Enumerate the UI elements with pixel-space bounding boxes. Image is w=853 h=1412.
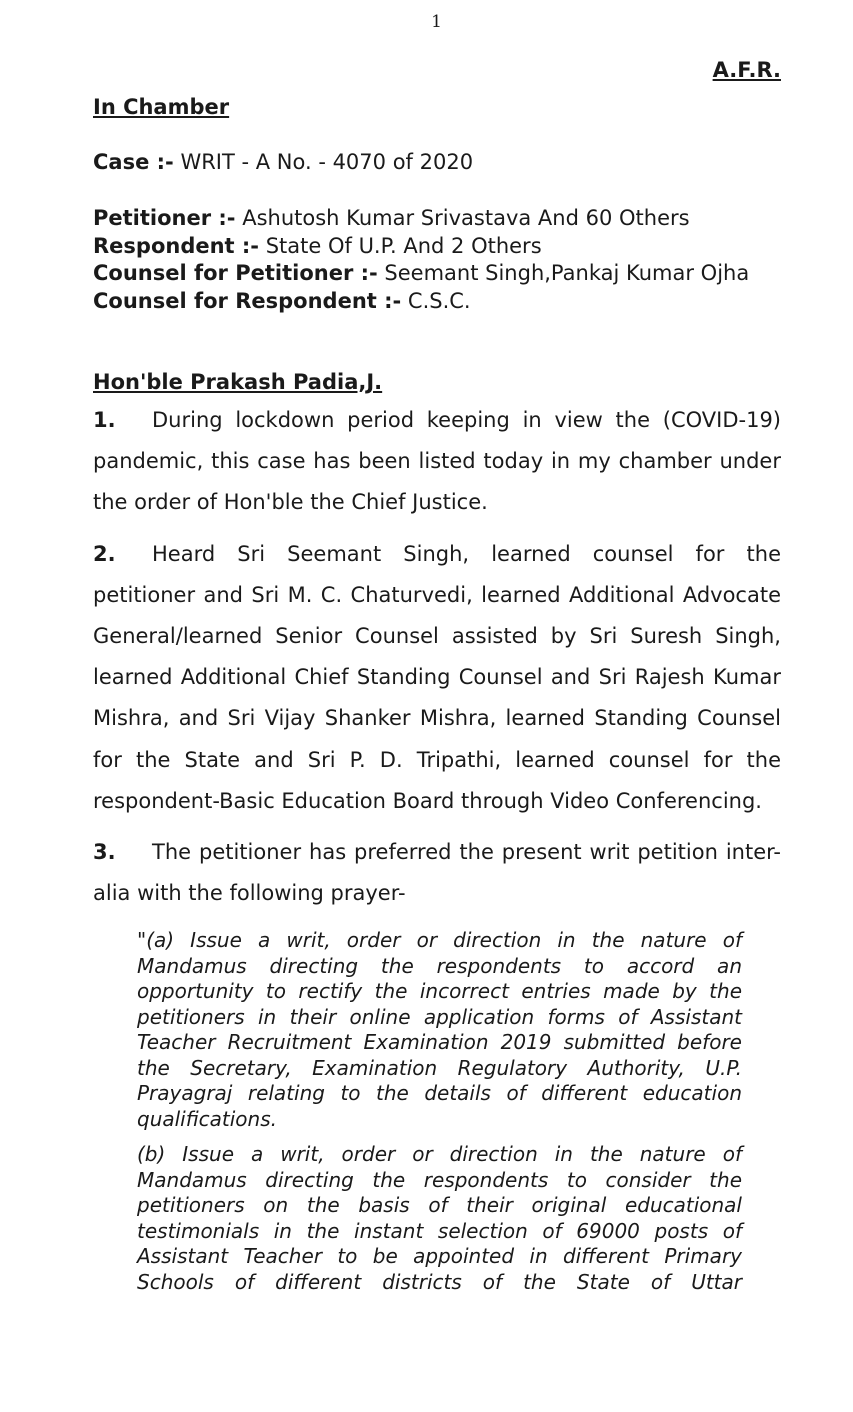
counsel-respondent-label: Counsel for Respondent :- (93, 288, 402, 313)
paragraph-3 (93, 832, 781, 914)
prayer-quote (137, 928, 742, 1295)
case-label: Case :- (93, 150, 174, 174)
paragraph-text: During lockdown period keeping in view the (COVID-19) pandemic, this case has been listed today in my chamber under the order of Hon'ble the Chief Justice. (93, 408, 781, 515)
counsel-petitioner-label: Counsel for Petitioner :- (93, 261, 378, 285)
paragraph-text: Heard Sri Seemant Singh, learned counsel for the petitioner and Sri M. C. Chaturvedi, learned Additional Advocate General/learned Senior Counsel assisted by Sri Suresh Singh, learned Additional Chief Standing Counsel and Sri Rajesh Kumar Mishra, and Sri Vijay Shanker Mishra, learned Standing Counsel for the State and Sri P. D. Tripathi, learned counsel for the respondent-Basic Education Board through Video Conferencing. (93, 541, 781, 813)
petitioner-value: Ashutosh Kumar Srivastava And 60 Others (242, 206, 690, 230)
prayer-clause-b: (b) Issue a writ, order or direction in the nature of Mandamus directing the respondents to consider the petitioners on the basis of their original educational testimonials in the instant selection of 69000 posts of Assistant Teacher to be appointed in different Primary Schools of different districts of the State of Uttar (137, 1142, 742, 1294)
paragraph-text: The petitioner has preferred the present writ petition inter-alia with the following prayer- (93, 840, 781, 906)
respondent-line (93, 233, 783, 261)
paragraph-number: 2. (93, 541, 116, 566)
paragraph-2 (93, 534, 781, 822)
respondent-label: Respondent :- (93, 233, 260, 258)
afr-marker: A.F.R. (712, 58, 781, 82)
paragraph-number: 3. (93, 840, 116, 865)
petitioner-label: Petitioner :- (93, 206, 236, 230)
counsel-respondent-line (93, 288, 783, 316)
in-chamber-heading: In Chamber (93, 95, 230, 119)
paragraph-number: 1. (93, 408, 116, 432)
prayer-clause-a: "(a) Issue a writ, order or direction in the nature of Mandamus directing the respondents to accord an opportunity to rectify the incorrect entries made by the petitioners in their online application forms of Assistant Teacher Recruitment Examination 2019 submitted before the Secretary, Examination Regulatory Authority, U.P. Prayagraj relating to the details of different education qualifications. (137, 928, 742, 1131)
counsel-petitioner-value: Seemant Singh,Pankaj Kumar Ojha (384, 261, 750, 285)
respondent-value: State Of U.P. And 2 Others (265, 233, 542, 258)
page-number: 1 (431, 12, 442, 32)
case-value: WRIT - A No. - 4070 of 2020 (180, 150, 474, 174)
counsel-respondent-value: C.S.C. (407, 288, 471, 313)
parties-block (93, 205, 783, 315)
counsel-petitioner-line (93, 260, 783, 288)
judge-name: Hon'ble Prakash Padia,J. (93, 370, 383, 394)
case-number-line (93, 150, 473, 174)
paragraph-1 (93, 400, 781, 524)
order-body (93, 400, 781, 1305)
petitioner-line (93, 205, 783, 233)
